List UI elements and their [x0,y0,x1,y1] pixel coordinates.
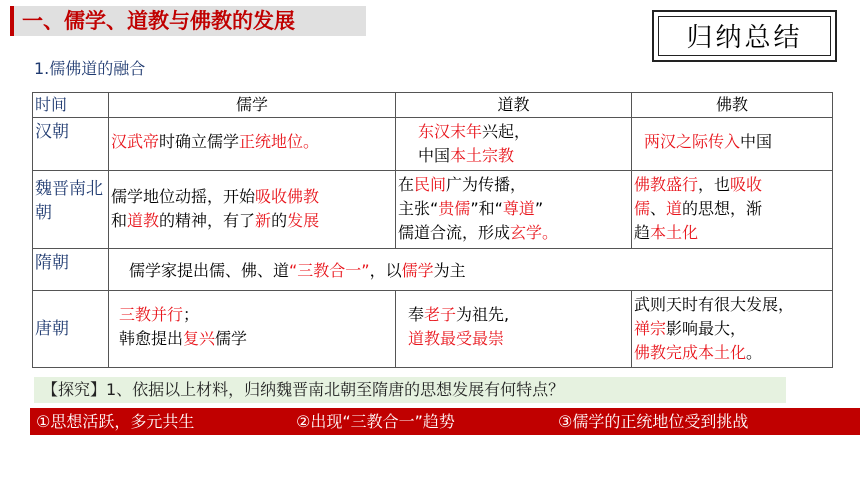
cell-weijin-buddhism: 佛教盛行，也吸收 儒、道的思想，渐 趋本土化 [632,171,833,249]
table-row [33,171,833,249]
cell-weijin-confucianism: 儒学地位动摇，开始吸收佛教 和道教的精神，有了新的发展 [109,171,396,249]
header-taoism: 道教 [396,93,632,118]
cell-han-confucianism: 汉武帝时确立儒学正统地位。 [109,118,396,171]
period-sui: 隋朝 [33,249,109,291]
answer-1: ①思想活跃，多元共生 [36,412,195,431]
cell-han-buddhism: 两汉之际传入中国 [632,118,833,171]
header-period: 时间 [33,93,109,118]
answer-2: ②出现“三教合一”趋势 [296,412,455,431]
period-weijin: 魏晋南北朝 [33,171,109,249]
section-title: 一、儒学、道教与佛教的发展 [10,6,366,36]
period-tang: 唐朝 [33,291,109,368]
answer-3: ③儒学的正统地位受到挑战 [558,412,749,431]
answer-bar [30,408,860,435]
table-header-row [33,93,833,118]
header-buddhism: 佛教 [632,93,833,118]
explore-question: 【探究】1、依据以上材料，归纳魏晋南北朝至隋唐的思想发展有何特点？ [34,377,786,403]
cell-tang-buddhism: 武则天时有很大发展， 禅宗影响最大， 佛教完成本土化。 [632,291,833,368]
cell-weijin-taoism: 在民间广为传播， 主张“贵儒”和“尊道” 儒道合流，形成玄学。 [396,171,632,249]
fusion-table [32,92,833,368]
subheading: 1.儒佛道的融合 [34,59,146,78]
cell-tang-taoism: 奉老子为祖先, 道教最受最崇 [396,291,632,368]
cell-han-taoism: 东汉末年兴起， 中国本土宗教 [396,118,632,171]
period-han: 汉朝 [33,118,109,171]
table-row [33,118,833,171]
summary-label: 归纳总结 [658,16,831,56]
summary-box [652,10,837,62]
table-row [33,249,833,291]
cell-tang-confucianism: 三教并行； 韩愈提出复兴儒学 [109,291,396,368]
cell-sui: 儒学家提出儒、佛、道“三教合一”，以儒学为主 [109,249,833,291]
header-confucianism: 儒学 [109,93,396,118]
table-row [33,291,833,368]
